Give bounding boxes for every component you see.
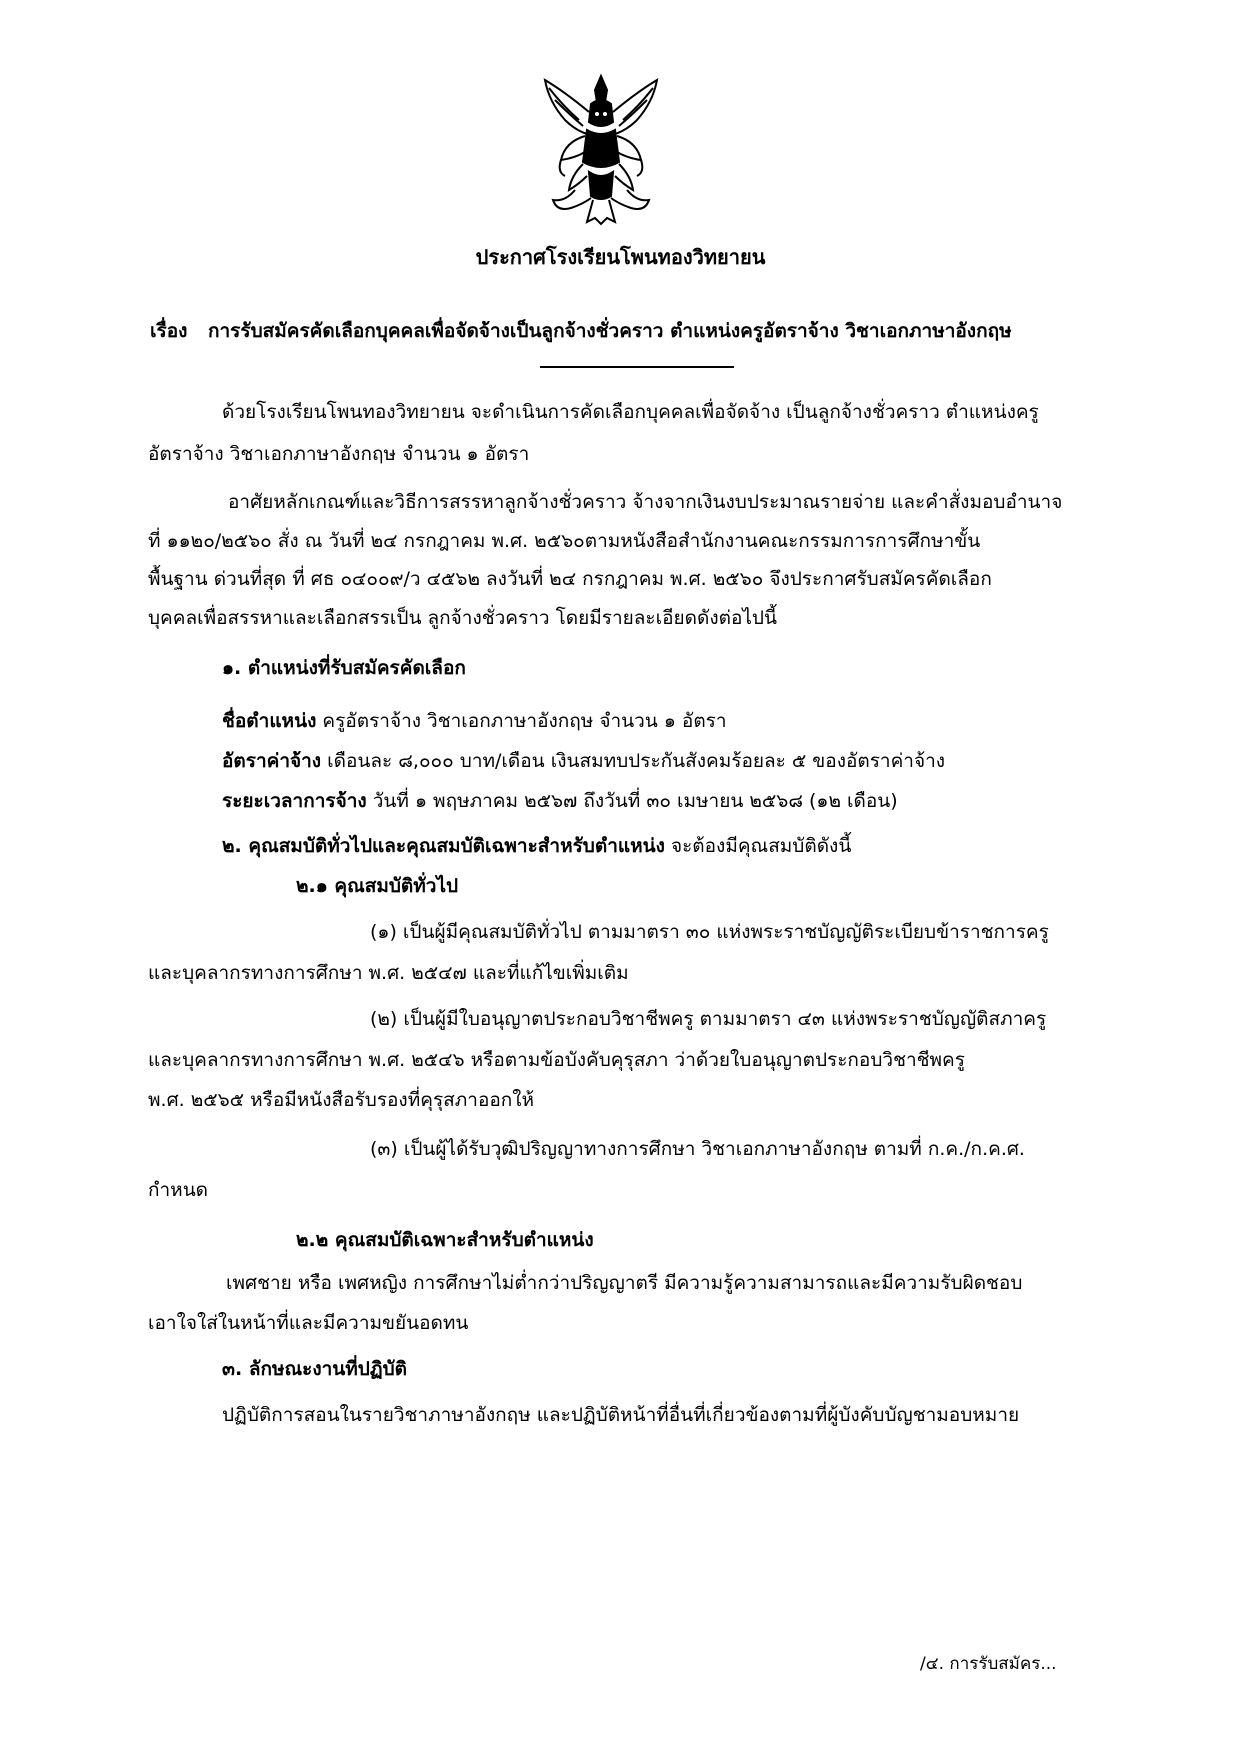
specific-qual-line-1: เพศชาย หรือ เพศหญิง การศึกษาไม่ต่ำกว่าปริญญาตรี มีความรู้ความสามารถและมีความรับผิดชอบ xyxy=(226,1272,1023,1294)
basis-line-1: อาศัยหลักเกณฑ์และวิธีการสรรหาลูกจ้างชั่วคราว จ้างจากเงินงบประมาณรายจ่าย และคำสั่งมอบอำนาจ xyxy=(228,491,1063,513)
qual-2-line-2: และบุคลากรทางการศึกษา พ.ศ. ๒๕๔๖ หรือตามข้อบังคับคุรุสภา ว่าด้วยใบอนุญาตประกอบวิชาชีพครู xyxy=(148,1049,965,1071)
wage-line xyxy=(222,748,945,774)
position-line xyxy=(222,708,727,734)
position-label: ชื่อตำแหน่ง xyxy=(222,710,317,732)
intro-line-2: อัตราจ้าง วิชาเอกภาษาอังกฤษ จำนวน ๑ อัตรา xyxy=(148,443,530,465)
qual-2-line-3: พ.ศ. ๒๕๖๕ หรือมีหนังสือรับรองที่คุรุสภาออกให้ xyxy=(148,1089,535,1111)
period-line xyxy=(222,788,898,814)
section-1-heading: ๑. ตำแหน่งที่รับสมัครคัดเลือก xyxy=(222,657,466,679)
subject-line xyxy=(150,316,1130,346)
qual-3-line-2: กำหนด xyxy=(148,1179,209,1201)
qual-1-line-2: และบุคลากรทางการศึกษา พ.ศ. ๒๕๔๗ และที่แก้ไขเพิ่มเติม xyxy=(148,962,629,984)
period-label: ระยะเวลาการจ้าง xyxy=(222,790,367,812)
subject-label: เรื่อง xyxy=(150,320,188,342)
position-value: ครูอัตราจ้าง วิชาเอกภาษาอังกฤษ จำนวน ๑ อัตรา xyxy=(316,710,727,732)
continuation-note: /๔. การรับสมัคร... xyxy=(920,1654,1057,1674)
period-value: วันที่ ๑ พฤษภาคม ๒๕๖๗ ถึงวันที่ ๓๐ เมษายน ๒๕๖๘ (๑๒ เดือน) xyxy=(366,790,898,812)
qual-2-line-1: (๒) เป็นผู้มีใบอนุญาตประกอบวิชาชีพครู ตามมาตรา ๔๓ แห่งพระราชบัญญัติสภาครู xyxy=(370,1008,1047,1030)
subject-text: การรับสมัครคัดเลือกบุคคลเพื่อจัดจ้างเป็นลูกจ้างชั่วคราว ตำแหน่งครูอัตราจ้าง วิชาเอกภาษาอังกฤษ xyxy=(208,320,1012,342)
section-2-heading-tail: จะต้องมีคุณสมบัติดังนี้ xyxy=(664,835,852,857)
section-2-1-heading: ๒.๑ คุณสมบัติทั่วไป xyxy=(296,875,459,897)
document-title: ประกาศโรงเรียนโพนทองวิทยายน xyxy=(475,245,766,269)
specific-qual-line-2: เอาใจใส่ในหน้าที่และมีความขยันอดทน xyxy=(148,1312,469,1334)
section-2-2-heading: ๒.๒ คุณสมบัติเฉพาะสำหรับตำแหน่ง xyxy=(296,1229,594,1251)
intro-line-1: ด้วยโรงเรียนโพนทองวิทยายน จะดำเนินการคัดเลือกบุคคลเพื่อจัดจ้าง เป็นลูกจ้างชั่วคราว ตำแหน่งครู xyxy=(222,401,1039,423)
section-2-heading: ๒. คุณสมบัติทั่วไปและคุณสมบัติเฉพาะสำหรับตำแหน่ง xyxy=(222,835,665,857)
title-divider xyxy=(540,366,734,368)
section-3-heading: ๓. ลักษณะงานที่ปฏิบัติ xyxy=(222,1358,407,1380)
garuda-emblem-icon xyxy=(535,72,667,227)
qual-1-line-1: (๑) เป็นผู้มีคุณสมบัติทั่วไป ตามมาตรา ๓๐ แห่งพระราชบัญญัติระเบียบข้าราชการครู xyxy=(370,921,1049,943)
basis-line-2: ที่ ๑๑๒๐/๒๕๖๐ สั่ง ณ วันที่ ๒๔ กรกฎาคม พ.ศ. ๒๕๖๐ตามหนังสือสำนักงานคณะกรรมการการศึกษาขั้น xyxy=(148,530,981,552)
wage-value: เดือนละ ๘,๐๐๐ บาท/เดือน เงินสมทบประกันสังคมร้อยละ ๕ ของอัตราค่าจ้าง xyxy=(321,750,946,772)
wage-label: อัตราค่าจ้าง xyxy=(222,750,322,772)
basis-line-3: พื้นฐาน ด่วนที่สุด ที่ ศธ ๐๔๐๐๙/ว ๔๕๖๒ ลงวันที่ ๒๔ กรกฎาคม พ.ศ. ๒๕๖๐ จึงประกาศรับสมัครคัดเลือก xyxy=(148,568,992,590)
duties-line: ปฏิบัติการสอนในรายวิชาภาษาอังกฤษ และปฏิบัติหน้าที่อื่นที่เกี่ยวข้องตามที่ผู้บังคับบัญชามอบหมาย xyxy=(222,1404,1020,1426)
basis-line-4: บุคคลเพื่อสรรหาและเลือกสรรเป็น ลูกจ้างชั่วคราว โดยมีรายละเอียดดังต่อไปนี้ xyxy=(148,607,777,629)
section-2-heading-line xyxy=(222,833,851,859)
qual-3-line-1: (๓) เป็นผู้ได้รับวุฒิปริญญาทางการศึกษา วิชาเอกภาษาอังกฤษ ตามที่ ก.ค./ก.ค.ศ. xyxy=(370,1138,1025,1160)
